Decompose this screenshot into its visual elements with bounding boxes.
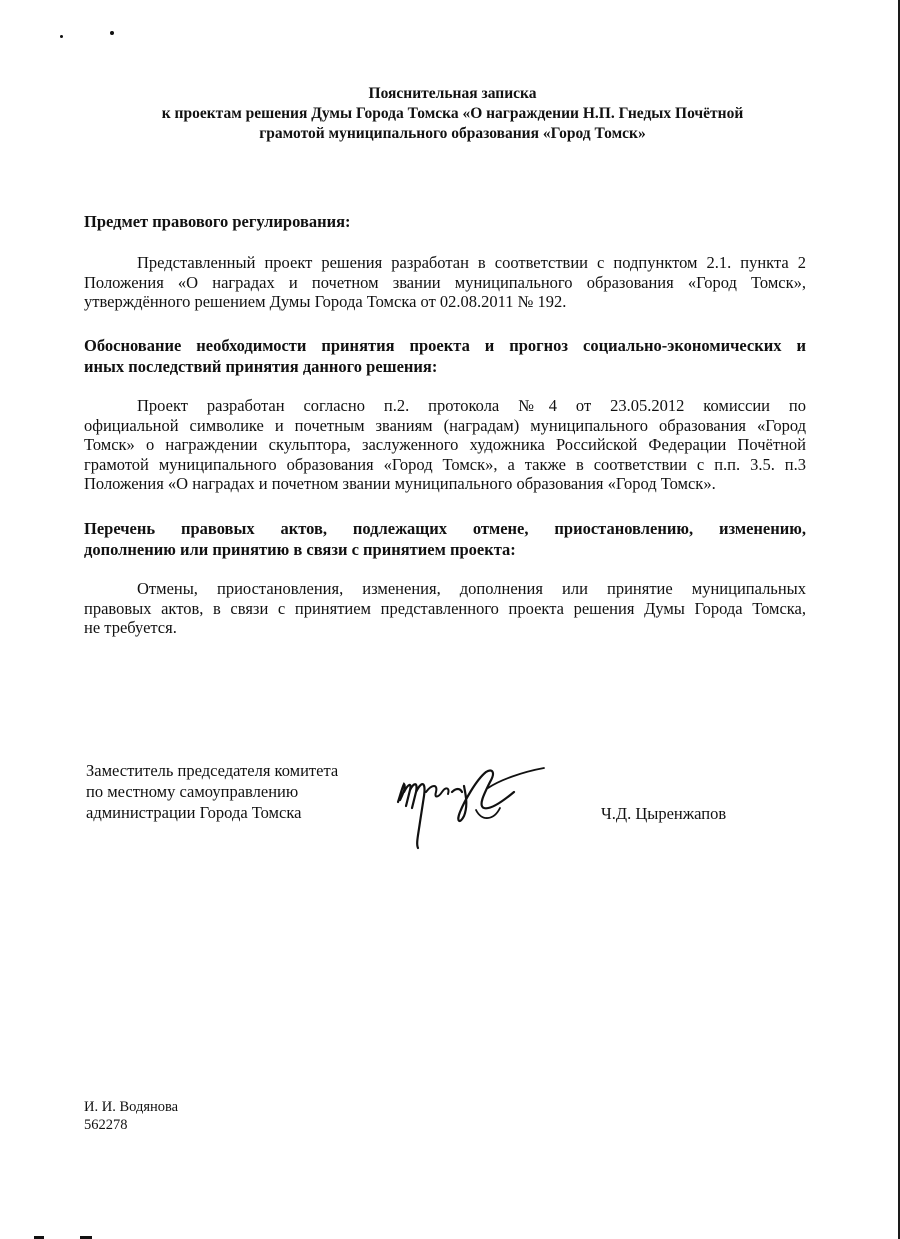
document-title xyxy=(100,84,805,144)
position-line: по местному самоуправлению xyxy=(86,782,299,801)
heading-line: Обоснование необходимости принятия проекта и прогноз социально-экономических и xyxy=(84,336,806,355)
section-heading xyxy=(84,211,806,232)
position-line: администрации Города Томска xyxy=(86,803,302,822)
signatory-position xyxy=(86,760,338,823)
section-heading xyxy=(84,335,806,377)
heading-line: иных последствий принятия данного решения: xyxy=(84,357,438,376)
section-heading xyxy=(84,518,806,560)
heading-line: дополнению или принятию в связи с принятием проекта: xyxy=(84,540,516,559)
section-paragraph xyxy=(84,253,806,312)
paragraph-line: Положения «О наградах и почетном звании муниципального образования «Город Томск», xyxy=(84,272,806,292)
executor-info xyxy=(84,1098,178,1134)
paragraph-line: Положения «О наградах и почетном звании муниципального образования «Город Томск». xyxy=(84,474,716,494)
paragraph-line: Томск» о награждении скульптора, заслуженного художника Российской Федерации Почётной xyxy=(84,435,806,455)
paragraph-line: Отмены, приостановления, изменения, дополнения или принятие муниципальных xyxy=(137,579,806,598)
title-line: к проектам решения Думы Города Томска «О награждении Н.П. Гнедых Почётной xyxy=(161,105,744,122)
paragraph-line: Представленный проект решения разработан в соответствии с подпунктом 2.1. пункта 2 xyxy=(137,253,806,272)
scan-speck xyxy=(60,35,63,38)
title-line: грамотой муниципального образования «Город Томск» xyxy=(259,125,646,142)
executor-phone: 562278 xyxy=(84,1117,128,1133)
section-paragraph xyxy=(84,579,806,638)
signatory-name: Ч.Д. Цыренжапов xyxy=(601,804,727,823)
heading-line: Перечень правовых актов, подлежащих отмене, приостановлению, изменению, xyxy=(84,519,806,538)
handwritten-signature xyxy=(392,762,552,857)
paragraph-line: официальной символике и почетным званиям (наградам) муниципального образования «Город xyxy=(84,415,806,435)
scan-speck xyxy=(110,31,114,35)
section-paragraph xyxy=(84,396,806,494)
paragraph-line: Проект разработан согласно п.2. протокола №4 от 23.05.2012 комиссии по xyxy=(137,396,806,415)
position-line: Заместитель председателя комитета xyxy=(86,761,339,780)
paragraph-line: утверждённого решением Думы Города Томска от 02.08.2011 № 192. xyxy=(84,292,567,312)
heading-line: Предмет правового регулирования: xyxy=(84,212,351,231)
paragraph-line: грамотой муниципального образования «Город Томск», а также в соответствии с п.п. 3.5. п.3 xyxy=(84,454,806,474)
paragraph-line: правовых актов, в связи с принятием представленного проекта решения Думы Города Томска, xyxy=(84,598,806,618)
executor-name: И. И. Водянова xyxy=(84,1099,179,1115)
title-line: Пояснительная записка xyxy=(368,85,537,102)
paragraph-line: не требуется. xyxy=(84,618,177,638)
